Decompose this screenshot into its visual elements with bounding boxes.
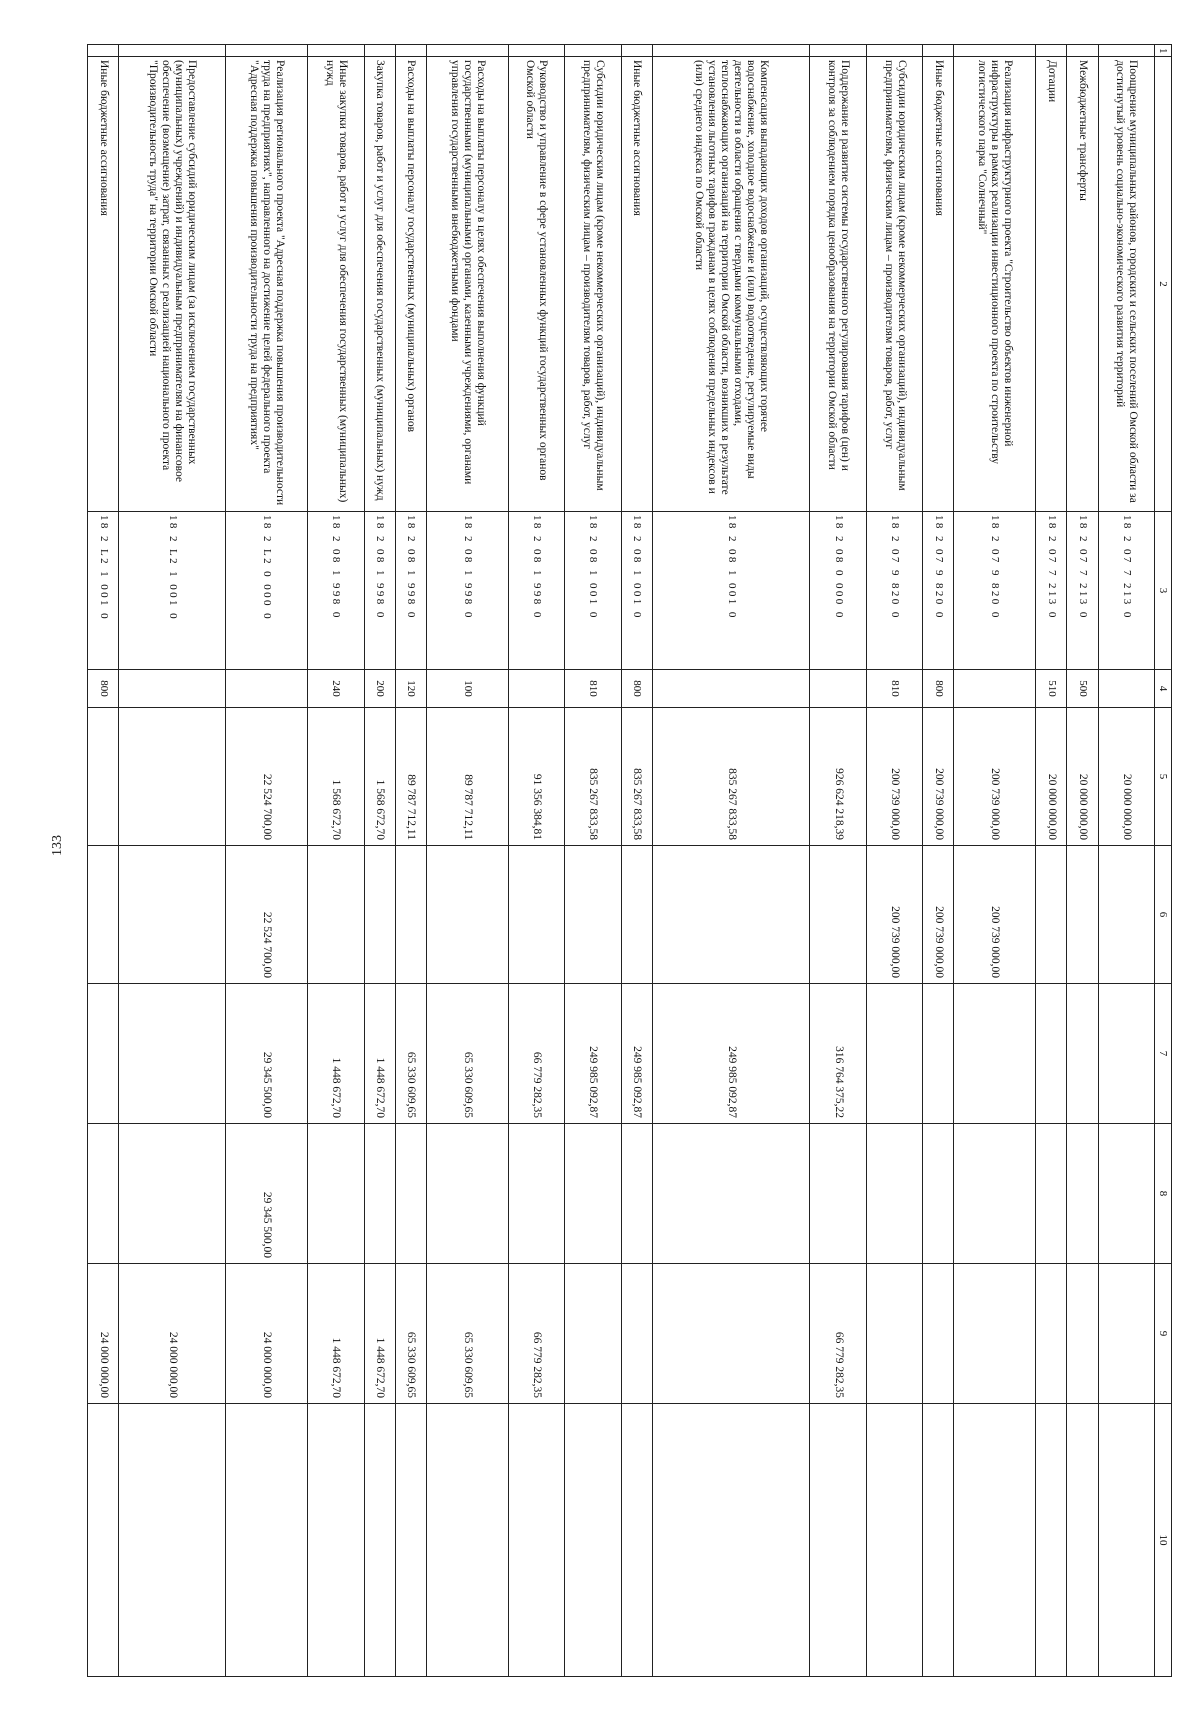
cell-col9 (1036, 1264, 1067, 1404)
cell-target-code: 18 2 08 1 001 0 (565, 512, 621, 670)
cell-col6 (308, 846, 364, 984)
cell-col7 (923, 984, 954, 1124)
table-row (308, 45, 364, 1677)
cell-col6 (810, 846, 866, 984)
cell-expense-type: 100 (426, 670, 508, 708)
cell-expense-type (1098, 670, 1154, 708)
cell-expense-type: 800 (923, 670, 954, 708)
cell-col5: 200 739 000,00 (954, 708, 1036, 846)
cell-col1 (226, 45, 308, 57)
cell-col7 (1067, 984, 1098, 1124)
cell-col7 (1098, 984, 1154, 1124)
cell-col1 (1036, 45, 1067, 57)
table-row (508, 45, 564, 1677)
cell-col8 (954, 1124, 1036, 1264)
cell-col1 (88, 45, 119, 57)
cell-target-code: 18 2 07 7 213 0 (1098, 512, 1154, 670)
cell-col10 (426, 1404, 508, 1677)
cell-col5: 1 568 672,70 (308, 708, 364, 846)
column-header: 6 (1155, 846, 1172, 984)
cell-col8 (923, 1124, 954, 1264)
cell-col10 (652, 1404, 810, 1677)
cell-name: Иные бюджетные ассигнования (923, 57, 954, 512)
cell-col6 (88, 846, 119, 984)
cell-col9 (1067, 1264, 1098, 1404)
table-row (866, 45, 922, 1677)
cell-col9: 66 779 282,35 (810, 1264, 866, 1404)
cell-col7: 316 764 375,22 (810, 984, 866, 1124)
cell-col9 (621, 1264, 652, 1404)
cell-col8 (1067, 1124, 1098, 1264)
cell-name: Руководство и управление в сфере установленных функций государственных органов Омской области (508, 57, 564, 512)
cell-target-code: 18 2 L2 1 001 0 (88, 512, 119, 670)
cell-col10 (621, 1404, 652, 1677)
cell-name: Иные бюджетные ассигнования (88, 57, 119, 512)
cell-col6: 200 739 000,00 (866, 846, 922, 984)
cell-col10 (1036, 1404, 1067, 1677)
cell-expense-type: 810 (866, 670, 922, 708)
cell-col7: 65 330 609,65 (395, 984, 426, 1124)
cell-target-code: 18 2 07 7 213 0 (1036, 512, 1067, 670)
cell-col7 (1036, 984, 1067, 1124)
cell-expense-type: 800 (621, 670, 652, 708)
table-row (810, 45, 866, 1677)
cell-name: Реализация регионального проекта "Адресная поддержка повышения производительности труда на предприятиях", направленного на достижение целей федерального проекта "Адресная поддержка повышения производительности труда на предприятиях" (226, 57, 308, 512)
cell-col7: 1 448 672,70 (308, 984, 364, 1124)
cell-col9 (652, 1264, 810, 1404)
cell-col6: 22 524 700,00 (226, 846, 308, 984)
table-row (426, 45, 508, 1677)
cell-col5: 20 000 000,00 (1098, 708, 1154, 846)
column-header: 4 (1155, 670, 1172, 708)
cell-col6 (508, 846, 564, 984)
cell-col1 (426, 45, 508, 57)
cell-col10 (308, 1404, 364, 1677)
cell-col7: 249 985 092,87 (652, 984, 810, 1124)
cell-col7: 66 779 282,35 (508, 984, 564, 1124)
table-row (226, 45, 308, 1677)
cell-col9 (954, 1264, 1036, 1404)
cell-expense-type: 800 (88, 670, 119, 708)
cell-col1 (810, 45, 866, 57)
cell-expense-type: 810 (565, 670, 621, 708)
cell-col5: 1 568 672,70 (364, 708, 395, 846)
cell-col7: 249 985 092,87 (621, 984, 652, 1124)
cell-col5: 835 267 833,58 (621, 708, 652, 846)
cell-col8 (1036, 1124, 1067, 1264)
cell-name: Расходы на выплаты персоналу в целях обеспечения выполнения функций государственными (муниципальными) органами, казенными учреждениями, органами управления государственными внебюджетными фондами (426, 57, 508, 512)
cell-col6 (364, 846, 395, 984)
cell-target-code: 18 2 07 9 820 0 (954, 512, 1036, 670)
cell-col5 (119, 708, 226, 846)
cell-col10 (364, 1404, 395, 1677)
cell-col6 (1067, 846, 1098, 984)
cell-col5: 835 267 833,58 (565, 708, 621, 846)
cell-name: Поддержание и развитие системы государственного регулирования тарифов (цен) и контроля за соблюдением порядка ценообразования на территории Омской области (810, 57, 866, 512)
cell-target-code: 18 2 07 9 820 0 (866, 512, 922, 670)
cell-col9 (866, 1264, 922, 1404)
cell-col1 (1098, 45, 1154, 57)
cell-col1 (364, 45, 395, 57)
column-numbers-row (1155, 45, 1172, 1677)
table-row (1067, 45, 1098, 1677)
cell-col1 (1067, 45, 1098, 57)
table-row (565, 45, 621, 1677)
cell-col6 (1098, 846, 1154, 984)
table-row (395, 45, 426, 1677)
cell-expense-type (508, 670, 564, 708)
cell-col1 (652, 45, 810, 57)
cell-col1 (395, 45, 426, 57)
cell-col1 (866, 45, 922, 57)
cell-col5: 89 787 712,11 (395, 708, 426, 846)
cell-col7 (119, 984, 226, 1124)
page-number: 133 (50, 835, 65, 856)
cell-col9: 65 330 609,65 (395, 1264, 426, 1404)
cell-col7: 1 448 672,70 (364, 984, 395, 1124)
cell-target-code: 18 2 L2 1 001 0 (119, 512, 226, 670)
cell-name: Иные бюджетные ассигнования (621, 57, 652, 512)
cell-col6 (1036, 846, 1067, 984)
cell-col5: 91 356 384,81 (508, 708, 564, 846)
cell-col6: 200 739 000,00 (923, 846, 954, 984)
cell-col10 (866, 1404, 922, 1677)
cell-col9: 66 779 282,35 (508, 1264, 564, 1404)
cell-col5: 835 267 833,58 (652, 708, 810, 846)
table-row (923, 45, 954, 1677)
column-header: 2 (1155, 57, 1172, 512)
cell-col8 (364, 1124, 395, 1264)
cell-col5 (88, 708, 119, 846)
cell-target-code: 18 2 08 1 998 0 (308, 512, 364, 670)
cell-target-code: 18 2 08 0 000 0 (810, 512, 866, 670)
cell-col1 (119, 45, 226, 57)
cell-col9: 24 000 000,00 (226, 1264, 308, 1404)
cell-col6 (119, 846, 226, 984)
cell-col6 (621, 846, 652, 984)
cell-target-code: 18 2 08 1 998 0 (364, 512, 395, 670)
column-header: 10 (1155, 1404, 1172, 1677)
table-row (621, 45, 652, 1677)
column-header: 5 (1155, 708, 1172, 846)
cell-name: Иные закупки товаров, работ и услуг для обеспечения государственных (муниципальных) нужд (308, 57, 364, 512)
cell-col9: 1 448 672,70 (308, 1264, 364, 1404)
cell-col1 (308, 45, 364, 57)
cell-name: Субсидии юридическим лицам (кроме некоммерческих организаций), индивидуальным предпринимателям, физическим лицам – производителям товаров, работ, услуг (866, 57, 922, 512)
cell-col10 (226, 1404, 308, 1677)
table-row (364, 45, 395, 1677)
table-row (652, 45, 810, 1677)
cell-col8 (426, 1124, 508, 1264)
cell-expense-type (226, 670, 308, 708)
cell-col10 (565, 1404, 621, 1677)
cell-col10 (810, 1404, 866, 1677)
cell-target-code: 18 2 08 1 001 0 (652, 512, 810, 670)
cell-col1 (923, 45, 954, 57)
cell-col9: 1 448 672,70 (364, 1264, 395, 1404)
cell-col5: 20 000 000,00 (1067, 708, 1098, 846)
cell-col9: 65 330 609,65 (426, 1264, 508, 1404)
cell-target-code: 18 2 08 1 998 0 (508, 512, 564, 670)
cell-name: Расходы на выплаты персоналу государственных (муниципальных) органов (395, 57, 426, 512)
cell-col7 (954, 984, 1036, 1124)
cell-col8 (395, 1124, 426, 1264)
cell-col10 (508, 1404, 564, 1677)
cell-name: Субсидии юридическим лицам (кроме некоммерческих организаций), индивидуальным предпринимателям, физическим лицам – производителям товаров, работ, услуг (565, 57, 621, 512)
table-row (1036, 45, 1067, 1677)
cell-col7 (88, 984, 119, 1124)
cell-expense-type (810, 670, 866, 708)
cell-col10 (88, 1404, 119, 1677)
column-header: 7 (1155, 984, 1172, 1124)
cell-target-code: 18 2 08 1 998 0 (426, 512, 508, 670)
cell-name: Реализация инфраструктурного проекта "Строительство объектов инженерной инфраструктуры в рамках реализации инвестиционного проекта по строительству логистического парка "Солнечный" (954, 57, 1036, 512)
cell-col5: 200 739 000,00 (923, 708, 954, 846)
cell-target-code: 18 2 08 1 001 0 (621, 512, 652, 670)
cell-name: Компенсация выпадающих доходов организаций, осуществляющих горячее водоснабжение, холодное водоснабжение и (или) водоотведение, регулируемые виды деятельности в области обращения с твердыми коммунальными отходами, теплоснабжающих организаций на территории Омской области, возникших в результате установления льготных тарифов гражданам в целях соблюдения предельных индексов и (или) среднего индекса по Омской области (652, 57, 810, 512)
cell-col8 (119, 1124, 226, 1264)
cell-col10 (1067, 1404, 1098, 1677)
cell-col6 (395, 846, 426, 984)
cell-name: Предоставление субсидий юридическим лицам (за исключением государственных (муниципальных) учреждений) и индивидуальным предпринимателям на финансовое обеспечение (возмещение) затрат, связанных с реализацией национального проекта "Производительность труда" на территории Омской области (119, 57, 226, 512)
cell-col10 (923, 1404, 954, 1677)
cell-col6: 200 739 000,00 (954, 846, 1036, 984)
cell-col1 (508, 45, 564, 57)
budget-table (87, 44, 1172, 1677)
table-row (954, 45, 1036, 1677)
cell-target-code: 18 2 L2 0 000 0 (226, 512, 308, 670)
cell-col6 (426, 846, 508, 984)
cell-expense-type (652, 670, 810, 708)
cell-col8 (308, 1124, 364, 1264)
cell-col5: 200 739 000,00 (866, 708, 922, 846)
cell-target-code: 18 2 07 9 820 0 (923, 512, 954, 670)
rotated-page (87, 44, 1172, 1676)
cell-col1 (954, 45, 1036, 57)
cell-target-code: 18 2 07 7 213 0 (1067, 512, 1098, 670)
cell-col9: 24 000 000,00 (119, 1264, 226, 1404)
cell-col10 (1098, 1404, 1154, 1677)
cell-col8 (652, 1124, 810, 1264)
cell-col7: 29 345 500,00 (226, 984, 308, 1124)
cell-col10 (119, 1404, 226, 1677)
cell-col5: 22 524 700,00 (226, 708, 308, 846)
cell-col9 (1098, 1264, 1154, 1404)
cell-col7: 249 985 092,87 (565, 984, 621, 1124)
column-header: 9 (1155, 1264, 1172, 1404)
cell-col8 (621, 1124, 652, 1264)
cell-col9: 24 000 000,00 (88, 1264, 119, 1404)
cell-col7 (866, 984, 922, 1124)
table-row (1098, 45, 1154, 1677)
cell-name: Дотации (1036, 57, 1067, 512)
cell-col8 (565, 1124, 621, 1264)
cell-expense-type (119, 670, 226, 708)
cell-col8 (88, 1124, 119, 1264)
cell-col10 (954, 1404, 1036, 1677)
cell-name: Межбюджетные трансферты (1067, 57, 1098, 512)
cell-col10 (395, 1404, 426, 1677)
column-header: 1 (1155, 45, 1172, 57)
cell-col8 (508, 1124, 564, 1264)
cell-col8 (866, 1124, 922, 1264)
cell-expense-type (954, 670, 1036, 708)
cell-col8 (1098, 1124, 1154, 1264)
cell-expense-type: 500 (1067, 670, 1098, 708)
cell-expense-type: 120 (395, 670, 426, 708)
cell-name: Поощрение муниципальных районов, городских и сельских поселений Омской области за достигнутый уровень социально-экономического развития территорий (1098, 57, 1154, 512)
table-row (119, 45, 226, 1677)
column-header: 3 (1155, 512, 1172, 670)
cell-col8 (810, 1124, 866, 1264)
cell-col5: 89 787 712,11 (426, 708, 508, 846)
cell-expense-type: 240 (308, 670, 364, 708)
cell-col6 (652, 846, 810, 984)
cell-col7: 65 330 609,65 (426, 984, 508, 1124)
cell-target-code: 18 2 08 1 998 0 (395, 512, 426, 670)
cell-name: Закупка товаров, работ и услуг для обеспечения государственных (муниципальных) нужд (364, 57, 395, 512)
cell-col8: 29 345 500,00 (226, 1124, 308, 1264)
table-row (88, 45, 119, 1677)
cell-expense-type: 510 (1036, 670, 1067, 708)
column-header: 8 (1155, 1124, 1172, 1264)
cell-col5: 926 624 218,39 (810, 708, 866, 846)
cell-col1 (621, 45, 652, 57)
cell-col1 (565, 45, 621, 57)
cell-col6 (565, 846, 621, 984)
cell-expense-type: 200 (364, 670, 395, 708)
cell-col9 (565, 1264, 621, 1404)
cell-col9 (923, 1264, 954, 1404)
cell-col5: 20 000 000,00 (1036, 708, 1067, 846)
